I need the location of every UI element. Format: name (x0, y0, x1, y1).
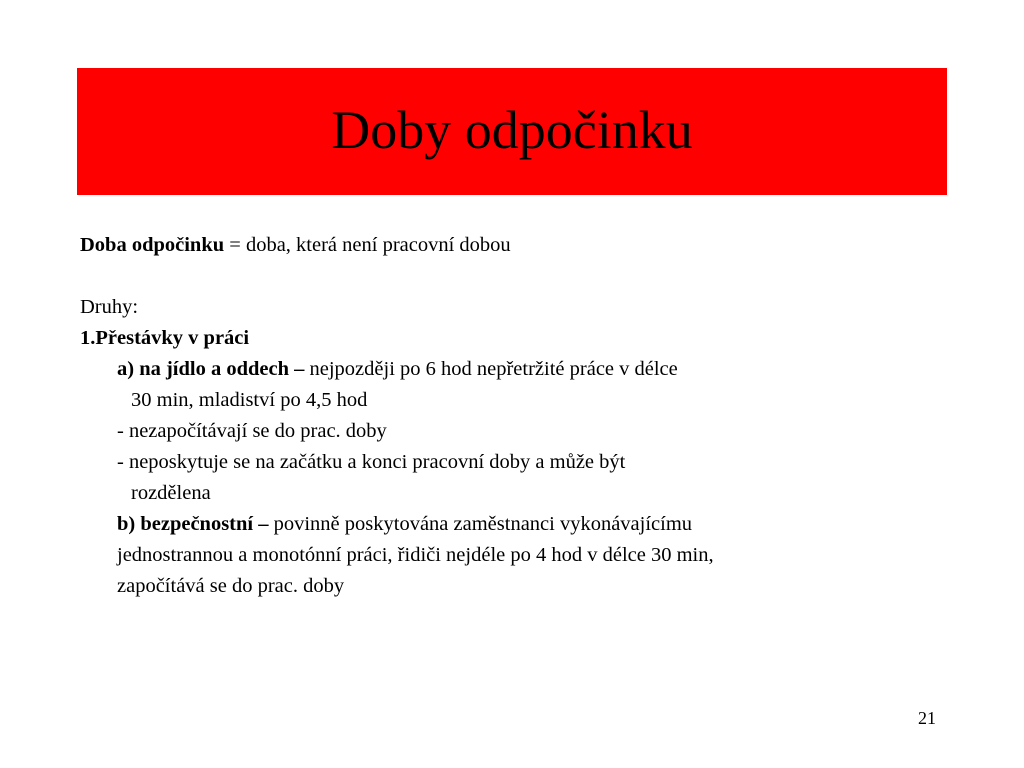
item-b-label: b) bezpečnostní – (117, 513, 269, 535)
definition-line (80, 230, 960, 261)
page-number: 21 (918, 708, 936, 728)
definition-separator: = (224, 234, 246, 256)
definition-term: Doba odpočinku (80, 234, 225, 256)
title-banner (77, 68, 947, 195)
item-b-line (80, 509, 960, 540)
definition-text: doba, která není pracovní dobou (245, 234, 511, 256)
item-a-line (80, 354, 960, 385)
item-b-line3: započítává se do prac. doby (117, 575, 345, 597)
item-a-text: nejpozději po 6 hod nepřetržité práce v délce (304, 358, 678, 380)
item-a-label: a) na jídlo a oddech – (117, 358, 305, 380)
item-b-line2: jednostrannou a monotónní práci, řidiči nejdéle po 4 hod v délce 30 min, (117, 544, 714, 566)
slide-title: Doby odpočinku (331, 99, 693, 160)
section-heading: 1.Přestávky v práci (80, 327, 250, 349)
item-b-text: povinně poskytována zaměstnanci vykonávajícímu (268, 513, 693, 535)
spacer (80, 261, 960, 292)
slide-body (80, 230, 960, 602)
bullet-not-counted: - nezapočítávají se do prac. doby (117, 420, 387, 442)
bullet-not-provided: - neposkytuje se na začátku a konci pracovní doby a může být (117, 451, 626, 473)
bullet-not-provided-continuation: rozdělena (131, 482, 211, 504)
types-label: Druhy: (80, 296, 139, 318)
item-a-continuation: 30 min, mladiství po 4,5 hod (131, 389, 368, 411)
